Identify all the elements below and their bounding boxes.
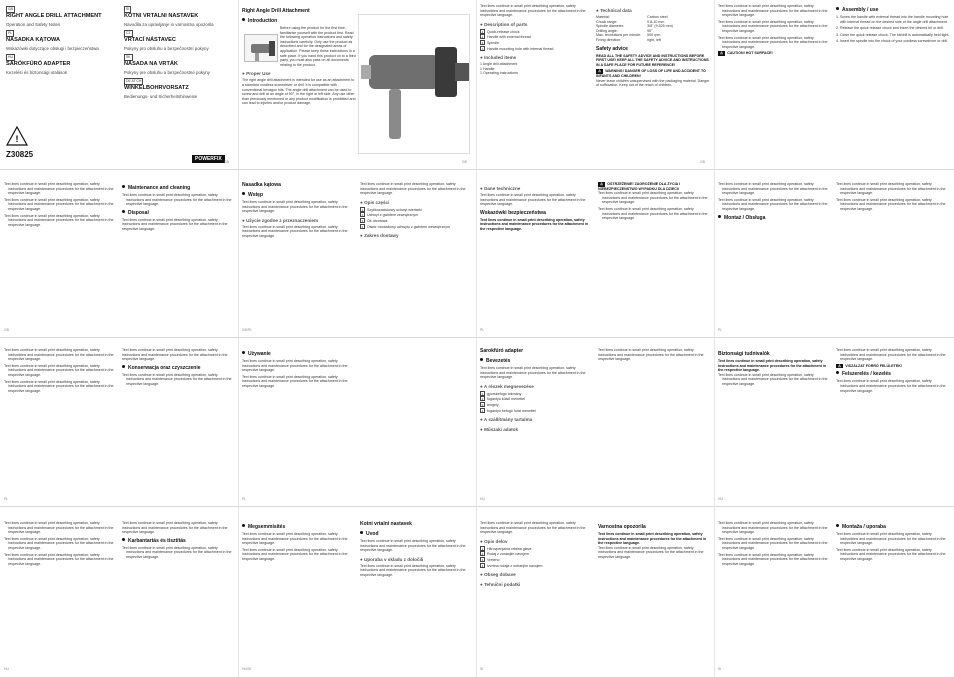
husi-col-right bbox=[360, 521, 472, 580]
page-si-2 bbox=[714, 507, 954, 677]
cover-title-de: WINKELBOHRVORSATZ bbox=[124, 84, 189, 91]
hu3-text-4: Text lines continue in small print describing operation, safety instructions and maintenance procedures for the attachment in the respective language. bbox=[122, 521, 228, 535]
gb-safety-heading: Safety advice bbox=[596, 45, 628, 52]
pl-intro-heading: Wstęp bbox=[242, 192, 354, 199]
pl2-text-1: Text lines continue in small print describing operation, safety instructions and maintenance procedures for the attachment in the respective language. bbox=[598, 191, 708, 205]
cover-left-titles bbox=[6, 6, 116, 78]
husi-text-1: Text lines continue in small print describing operation, safety instructions and maintenance procedures for the attachment in the respective language. bbox=[242, 532, 348, 546]
list-item: 3 Oś obrotowa bbox=[361, 218, 388, 223]
cover-sub-hu: Kezelési és biztonsági utalások bbox=[6, 69, 68, 75]
list-item: 1 Hitrovpenjalna vrtalna glava bbox=[481, 546, 532, 551]
hu-safety-heading: Biztonsági tudnivalók bbox=[718, 351, 770, 357]
list-item: 4 Handle mounting hole with internal thread bbox=[481, 46, 554, 51]
drill-image-small bbox=[244, 34, 278, 62]
list-item: 1 Szybkozaciskowy uchwyt wiertarki bbox=[361, 207, 422, 212]
pl4-maint-text: Text lines continue in small print describing operation, safety instructions and maintenance procedures for the attachment in the respective language. bbox=[122, 372, 232, 386]
page-pl-5 bbox=[238, 338, 476, 507]
si1-col-left bbox=[480, 521, 592, 589]
page-divider bbox=[0, 169, 954, 170]
hu3-col-left bbox=[4, 521, 116, 568]
list-item: 4 Izvrtina ročaja z notranjim navojem bbox=[481, 563, 543, 568]
gb2-col-left bbox=[480, 4, 590, 76]
page-footer: HU bbox=[718, 497, 723, 501]
table-row: Material: Carbon steel bbox=[596, 15, 668, 19]
table-row: Chuck range: 0.8-10 mm bbox=[596, 19, 665, 24]
list-item: 4. Insert the spindle into the chuck of your cordless screwdriver or drill. bbox=[836, 39, 949, 44]
page-gb-4 bbox=[0, 170, 238, 338]
hu2-col-right bbox=[836, 348, 950, 395]
list-item: 2 Uchwyt z gwintem zewnętrznym bbox=[361, 213, 419, 218]
husi-text-2: Text lines continue in small print describing operation, safety instructions and maintenance procedures for the attachment in the respective language. bbox=[242, 547, 348, 561]
page-footer: PL bbox=[480, 328, 485, 332]
cover-title-gb: RIGHT ANGLE DRILL ATTACHMENT bbox=[6, 12, 102, 19]
cover-sub-de: Bedienungs- und Sicherheitshinweise bbox=[124, 93, 198, 99]
gb-warning-1: ⚠ WARNING! DANGER OF LOSS OF LIFE AND ACCIDENT TO INFANTS AND CHILDREN! bbox=[596, 69, 706, 78]
page-divider-v bbox=[476, 0, 477, 677]
flag-hu-icon: HU bbox=[8, 55, 13, 59]
si-page-title: Kotni vrtalni nastavek bbox=[360, 521, 412, 527]
list-item: 2 Handle with external thread bbox=[481, 35, 531, 40]
pl-parts-heading: ● Opis części bbox=[360, 199, 390, 205]
hu3-text-1: Text lines continue in small print describing operation, safety instructions and maintenance procedures for the attachment in the respective language. bbox=[4, 521, 114, 535]
hu3-col-right bbox=[122, 521, 234, 562]
list-item: 1 Quick-release chuck bbox=[481, 29, 520, 34]
gb-page-title: Right Angle Drill Attachment bbox=[242, 8, 310, 14]
gb2-filler-text: Text lines continue in small print describing operation, safety instructions and maintenance procedures for the attachment in the respective language. bbox=[480, 4, 586, 18]
page-footer: PL bbox=[242, 497, 247, 501]
si-safety-heading: Varnostna opozorila bbox=[598, 524, 646, 530]
pl2-col-right bbox=[598, 182, 710, 223]
drill-image-large bbox=[358, 14, 470, 154]
pl3-col-left bbox=[718, 182, 830, 223]
hu3-text-3: Text lines continue in small print describing operation, safety instructions and maintenance procedures for the attachment in the respective language. bbox=[4, 552, 114, 566]
pl-incl-heading: ● Zakres dostawy bbox=[360, 233, 399, 239]
list-item: 1 gyorsbefogó tokmány bbox=[481, 391, 522, 396]
hu-incl-heading: ● A szállítmány tartalma bbox=[480, 417, 533, 423]
table-row: Fixing direction: right, left bbox=[596, 37, 661, 42]
page-footer: PL bbox=[718, 328, 723, 332]
gb-use-heading: ● Proper Use bbox=[242, 71, 271, 77]
hu1-col-left bbox=[480, 348, 592, 434]
page-divider bbox=[0, 337, 954, 338]
cover-code: Z30825 bbox=[6, 150, 34, 159]
gb4-text-2: Text lines continue in small print describing operation, safety instructions and maintenance procedures for the attachment in the respective language. bbox=[4, 197, 114, 211]
gb-intro-text: Before using the product for the first time, familiarise yourself with the product first. Read the following operation instructions and safety instructions carefully. Only use the product as described and for the designated areas of application. Please keep these instructions in a safe place. If you hand this product on to a third party, you must also pass on all documents relating to the product. bbox=[280, 26, 356, 67]
list-item: 3. Close the quick release chuck. The bit/drill is automatically held tight. bbox=[836, 32, 950, 37]
table-row: Max. revolutions per minute: 500 rpm bbox=[596, 33, 661, 38]
list-item: 2 Ročaj z zunanjim navojem bbox=[481, 552, 529, 557]
page-footer: HU bbox=[4, 667, 9, 671]
hu-clean-heading: Karbantartás és tisztítás bbox=[122, 538, 234, 545]
si2-text-1: Text lines continue in small print describing operation, safety instructions and maintenance procedures for the attachment in the respective language. bbox=[718, 521, 828, 535]
gb3-filler-text-2: Text lines continue in small print describing operation, safety instructions and maintenance procedures for the attachment in the respective language. bbox=[718, 19, 828, 33]
tech-table bbox=[596, 15, 673, 43]
gb3-filler-text: Text lines continue in small print describing operation, safety instructions and maintenance procedures for the attachment in the respective language. bbox=[718, 4, 828, 18]
hu-intro-text: Text lines continue in small print describing operation, safety instructions and maintenance procedures for the attachment in the respective language. bbox=[480, 366, 586, 380]
gb3-col-right bbox=[836, 4, 950, 46]
si2-col-right bbox=[836, 521, 950, 564]
page-hu-2 bbox=[714, 338, 954, 507]
page-footer: GB bbox=[224, 160, 229, 164]
pl-safety-heading: Wskazówki bezpieczeństwa bbox=[480, 209, 546, 216]
pl4-text-3: Text lines continue in small print describing operation, safety instructions and maintenance procedures for the attachment in the respective language. bbox=[4, 379, 114, 393]
list-item: 4 fogantyú befogó furat menettel bbox=[481, 408, 536, 413]
pl-warning: ⚠ OSTRZEŻENIE! ZAGROŻENIE DLA ŻYCIA I NIEBEZPIECZEŃSTWO WYPADKU DLA DZIECI! bbox=[598, 182, 681, 191]
page-footer: PL bbox=[4, 497, 9, 501]
page-divider-v bbox=[714, 0, 715, 677]
list-item: 2 fogantyú külső menettel bbox=[481, 397, 525, 402]
page-gb-3 bbox=[714, 0, 954, 170]
table-row: Spindle diameter: 3/8" (9.525 mm) bbox=[596, 24, 673, 29]
page-divider-v bbox=[238, 0, 239, 677]
gb3-col-left bbox=[718, 4, 830, 56]
cover-sub-cz: Pokyny pro obsluhu a bezpečnostní pokyny bbox=[124, 45, 209, 51]
svg-text:!: ! bbox=[15, 134, 19, 144]
pl-maint-heading: Konserwacja oraz czyszczenie bbox=[122, 365, 234, 372]
page-gb-1 bbox=[238, 0, 476, 170]
pl1-filler: Text lines continue in small print describing operation, safety instructions and maintenance procedures for the attachment in the respective language. bbox=[360, 182, 466, 196]
gb-parts-list bbox=[480, 29, 590, 51]
si-parts-heading: ● Opis delov bbox=[480, 538, 508, 544]
page-footer: GB bbox=[4, 328, 9, 332]
pl1-col-left bbox=[242, 182, 354, 241]
pl3-col-right bbox=[836, 182, 950, 214]
hu2-text: Text lines continue in small print describing operation, safety instructions and maintenance procedures for the attachment in the respective language. bbox=[718, 372, 828, 386]
gb-assembly-heading: Assembly / use bbox=[836, 7, 950, 14]
cover-right-titles bbox=[124, 6, 234, 102]
hu3-text-5: Text lines continue in small print describing operation, safety instructions and maintenance procedures for the attachment in the respective language. bbox=[122, 545, 232, 559]
pl-safety-text: Text lines continue in small print describing operation, safety instructions and maintenance procedures for the attachment in the respective language. bbox=[480, 217, 589, 231]
page-pl-3 bbox=[714, 170, 954, 338]
gb-use-text: The right angle drill attachment is intended for use as an attachment to a standard cordless screwdriver or drill. It is compatible with conventional hexagon bits. The angle drill attachment can be used to screw and drill at an angle of 90°, in the right or left side. Any use other than previously mentioned or any product modification is prohibited and can lead to injuries and/or product damage. bbox=[242, 78, 356, 106]
cover-lang-hu bbox=[6, 54, 116, 75]
page-footer: SI bbox=[480, 667, 484, 671]
pl4-text-2: Text lines continue in small print describing operation, safety instructions and maintenance procedures for the attachment in the respective language. bbox=[4, 363, 114, 377]
flag-si-icon: SI bbox=[126, 7, 130, 11]
cover-sub-pl: Wskazówki dotyczące obsługi i bezpieczeństwa bbox=[6, 45, 99, 51]
hu2-text-2: Text lines continue in small print describing operation, safety instructions and maintenance procedures for the attachment in the respective language. bbox=[836, 348, 946, 362]
si1-text: Text lines continue in small print describing operation, safety instructions and maintenance procedures for the attachment in the respective language. bbox=[480, 521, 586, 535]
page-pl-1 bbox=[238, 170, 476, 338]
hu1-text: Text lines continue in small print describing operation, safety instructions and maintenance procedures for the attachment in the respective language. bbox=[598, 348, 704, 362]
hu3-text-2: Text lines continue in small print describing operation, safety instructions and maintenance procedures for the attachment in the respective language. bbox=[4, 536, 114, 550]
pl5-text-2: Text lines continue in small print describing operation, safety instructions and maintenance procedures for the attachment in the respective language. bbox=[242, 374, 348, 388]
pl3-text-1: Text lines continue in small print describing operation, safety instructions and maintenance procedures for the attachment in the respective language. bbox=[718, 182, 828, 196]
flag-de-icon: DE AT CH bbox=[126, 79, 142, 83]
pl4-col-left bbox=[4, 348, 116, 395]
page-footer: GB bbox=[700, 160, 705, 164]
si2-text-4: Text lines continue in small print describing operation, safety instructions and maintenance procedures for the attachment in the respective language. bbox=[836, 532, 946, 546]
gb-maint-heading: Maintenance and cleaning bbox=[122, 185, 234, 192]
cover-title-hu: SARÓKFÚRÓ ADAPTER bbox=[6, 60, 71, 67]
si2-text-5: Text lines continue in small print describing operation, safety instructions and maintenance procedures for the attachment in the respective language. bbox=[836, 547, 946, 561]
si2-text-2: Text lines continue in small print describing operation, safety instructions and maintenance procedures for the attachment in the respective language. bbox=[718, 536, 828, 550]
pl-assembly-heading: Montaż / Obsługa bbox=[718, 215, 830, 222]
hu-safety-text: Text lines continue in small print describing operation, safety instructions and maintenance procedures for the attachment in the respective language. bbox=[718, 359, 827, 373]
brand-logo: POWERFIX bbox=[192, 155, 225, 163]
gb-parts-heading: ● Description of parts bbox=[480, 21, 528, 27]
page-footer: HU/SI bbox=[242, 667, 252, 671]
pl4-text-1: Text lines continue in small print describing operation, safety instructions and maintenance procedures for the attachment in the respective language. bbox=[4, 348, 114, 362]
list-item: 1 Operating instructions bbox=[480, 71, 518, 76]
hu1-col-right bbox=[598, 348, 710, 364]
hu-assembly-heading: Felszerelés / kezelés bbox=[836, 371, 950, 378]
gb2-col-right bbox=[596, 4, 710, 90]
si1-text-2: Text lines continue in small print describing operation, safety instructions and maintenance procedures for the attachment in the respective language. bbox=[598, 545, 704, 559]
cover-title-sk: NÁSADA NA VRTÁK bbox=[124, 60, 178, 67]
gb-tech-heading: ● Technical data bbox=[596, 8, 632, 13]
table-row: Drilling angle: 90° bbox=[596, 28, 653, 33]
page-footer: HU bbox=[480, 497, 485, 501]
hu2-col-left bbox=[718, 348, 830, 389]
si2-col-left bbox=[718, 521, 830, 568]
hu2-text-3: Text lines continue in small print describing operation, safety instructions and maintenance procedures for the attachment in the respective language. bbox=[836, 379, 946, 393]
hu-intro-heading: Bevezetés bbox=[480, 358, 592, 365]
pl-intro-text: Text lines continue in small print describing operation, safety instructions and maintenance procedures for the attachment in the respective language. bbox=[242, 200, 348, 214]
cover-page bbox=[0, 0, 238, 170]
gb-intro-heading: Introduction bbox=[242, 18, 356, 25]
gb-disposal-heading: Disposal bbox=[122, 210, 234, 217]
page-hu-3 bbox=[0, 507, 238, 677]
si-use-text: Text lines continue in small print describing operation, safety instructions and maintenance procedures for the attachment in the respective language. bbox=[360, 563, 466, 577]
pl-disposal-heading: Używanie bbox=[242, 351, 354, 358]
list-item: 1 Handle bbox=[480, 66, 495, 71]
page-footer: SI bbox=[718, 667, 722, 671]
gb4-col-left bbox=[4, 182, 116, 229]
list-item: 3 Vreteno bbox=[481, 557, 500, 562]
pl4-text-4: Text lines continue in small print describing operation, safety instructions and maintenance procedures for the attachment in the respective language. bbox=[122, 348, 228, 362]
page-gb-2 bbox=[476, 0, 714, 170]
gb4-text-3: Text lines continue in small print describing operation, safety instructions and maintenance procedures for the attachment in the respective language. bbox=[4, 213, 114, 227]
pl3-text-2: Text lines continue in small print describing operation, safety instructions and maintenance procedures for the attachment in the respective language. bbox=[718, 197, 828, 211]
page-footer: GB/PL bbox=[242, 328, 252, 332]
si2-text-3: Text lines continue in small print describing operation, safety instructions and maintenance procedures for the attachment in the respective language. bbox=[718, 552, 828, 566]
pl5-text-1: Text lines continue in small print describing operation, safety instructions and maintenance procedures for the attachment in the respective language. bbox=[242, 359, 348, 373]
pl4-col-right bbox=[122, 348, 234, 389]
pl2-col-left bbox=[480, 182, 592, 232]
pl-tech-heading: ● Dane techniczne bbox=[480, 186, 521, 191]
pl3-text-3: Text lines continue in small print describing operation, safety instructions and maintenance procedures for the attachment in the respective language. bbox=[836, 182, 946, 196]
hu-tech-heading: ● Műszaki adatok bbox=[480, 427, 519, 433]
cover-title-cz: VRTACÍ NÁSTAVEC bbox=[124, 36, 176, 43]
si-assembly-heading: Montaža / uporaba bbox=[836, 524, 950, 531]
si1-col-right bbox=[598, 521, 710, 562]
page-pl-4 bbox=[0, 338, 238, 507]
list-item: 4 Otwór montażowy uchwytu z gwintem wewnętrznym bbox=[361, 224, 451, 229]
hu-disposal-heading: Megsemmisítés bbox=[242, 524, 354, 531]
si-tech-heading: ● Tehnični podatki bbox=[480, 582, 521, 588]
si-intro-heading: Uvod bbox=[360, 531, 472, 538]
flag-sk-icon: SK bbox=[126, 55, 131, 59]
gb3-filler-text-3: Text lines continue in small print describing operation, safety instructions and maintenance procedures for the attachment in the respective language. bbox=[718, 35, 828, 49]
hu-page-title: Sarokfúró adapter bbox=[480, 348, 524, 354]
pl2-text-2: Text lines continue in small print describing operation, safety instructions and maintenance procedures for the attachment in the respective language. bbox=[598, 206, 708, 221]
cover-title-pl: NASADKA KĄTOWA bbox=[6, 36, 61, 43]
pl1-col-right bbox=[360, 182, 472, 240]
si-intro-text: Text lines continue in small print describing operation, safety instructions and maintenance procedures for the attachment in the respective language. bbox=[360, 539, 466, 553]
gb-caution: ⚠ CAUTION! HOT SURFACE! bbox=[720, 51, 773, 56]
page-pl-2 bbox=[476, 170, 714, 338]
gb-warning-1-text: Never leave children unsupervised with the packaging material. Danger of suffocation. Keep out of the reach of children. bbox=[596, 78, 710, 88]
si-use-heading: ● Uporaba v skladu z določili bbox=[360, 556, 424, 562]
cover-lang-pl bbox=[6, 30, 116, 51]
pl3-text-4: Text lines continue in small print describing operation, safety instructions and maintenance procedures for the attachment in the respective language. bbox=[836, 197, 946, 211]
flag-pl-icon: PL bbox=[8, 31, 13, 35]
gb-included-heading: ● Included items bbox=[480, 55, 517, 61]
husi-col-left bbox=[242, 521, 354, 564]
pl-use-heading: ● Użycie zgodne z przeznaczeniem bbox=[242, 217, 319, 223]
pl-page-title: Nasadka kątowa bbox=[242, 182, 281, 188]
si-incl-heading: ● Obseg dobave bbox=[480, 572, 516, 578]
list-item: 2. Release the quick release chuck and insert the desired bit or drill. bbox=[836, 26, 944, 31]
gb4-text-1: Text lines continue in small print describing operation, safety instructions and maintenance procedures for the attachment in the respective language. bbox=[4, 182, 114, 196]
warning-triangle-icon bbox=[6, 126, 28, 146]
page-si-1 bbox=[476, 507, 714, 677]
gb4-maint-text: Text lines continue in small print describing operation, safety instructions and maintenance procedures for the attachment in the respective language. bbox=[122, 193, 232, 207]
gb1-col-left bbox=[242, 8, 356, 108]
page-footer: GB bbox=[462, 160, 467, 164]
gb4-col-right bbox=[122, 182, 234, 234]
pl-use-text: Text lines continue in small print describing operation, safety instructions and maintenance procedures for the attachment in the respective language. bbox=[242, 224, 348, 238]
page-hu-si bbox=[238, 507, 476, 677]
flag-gb-icon: GB bbox=[8, 7, 13, 11]
cover-title-si: KOTNI VRTALNI NASTAVEK bbox=[124, 12, 199, 19]
cover-lang-gb bbox=[6, 6, 116, 27]
gb4-disposal-text: Text lines continue in small print describing operation, safety instructions and maintenance procedures for the attachment in the respective language. bbox=[122, 217, 228, 231]
list-item: 1 Angle drill attachment bbox=[480, 62, 518, 67]
list-item: 3 tengely bbox=[481, 402, 499, 407]
page-hu-1 bbox=[476, 338, 714, 507]
list-item: 1. Screw the handle with external thread into the handle mounting hole with internal thread on the desired side of the angle drill attachment. bbox=[836, 15, 949, 24]
flag-cz-icon: CZ bbox=[126, 31, 131, 35]
si-safety-text: Text lines continue in small print describing operation, safety instructions and maintenance procedures for the attachment in the respective language. bbox=[598, 532, 707, 546]
cover-sub-sk: Pokyny pre obsluhu a bezpečnostné pokyny bbox=[124, 69, 210, 75]
list-item: 3 Spindle bbox=[481, 40, 499, 45]
hu-warning: ⚠ VISZÁLZAT FORRÓ FELÜLETEK! bbox=[838, 363, 903, 368]
page-divider bbox=[0, 506, 954, 507]
gb-safety-text: READ ALL THE SAFETY ADVICE AND INSTRUCTIONS BEFORE FIRST USE! KEEP ALL THE SAFETY ADVICE AND INSTRUCTIONS IN A SAFE PLACE FOR FUTURE REFERENCE! bbox=[596, 53, 709, 67]
cover-sub-si: Navodila za upravljanje in varnostna opozorila bbox=[124, 21, 214, 27]
cover-sub-gb: Operation and Safety Notes bbox=[6, 21, 61, 27]
pl5-col-left bbox=[242, 348, 354, 391]
pl-tech-text: Text lines continue in small print describing operation, safety instructions and maintenance procedures for the attachment in the respective language. bbox=[480, 193, 586, 207]
hu-parts-heading: ● A részek megnevezése bbox=[480, 383, 534, 389]
